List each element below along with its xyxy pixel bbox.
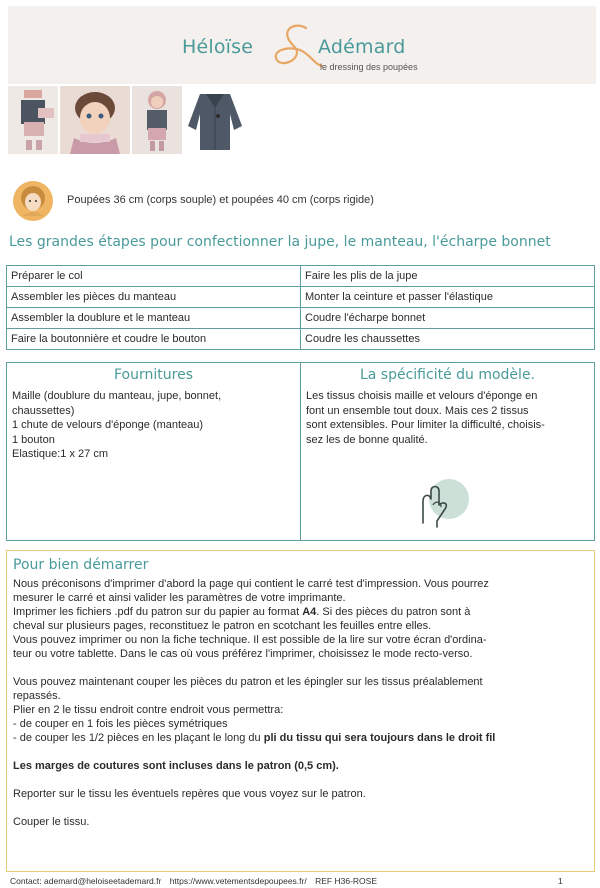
table-row: [7, 266, 595, 287]
footer-ref: REF H36-ROSE: [315, 876, 377, 886]
fournitures-title: Fournitures: [114, 367, 193, 383]
specificite-box: [300, 362, 595, 541]
fournitures-box: [6, 362, 301, 541]
logo-tagline: le dressing des poupées: [320, 62, 418, 72]
step-cell: Assembler les pièces du manteau: [7, 287, 301, 308]
paragraph-line: Plier en 2 le tissu endroit contre endroit vous permettra:: [13, 704, 284, 716]
doll-size-info: Poupées 36 cm (corps souple) et poupées 40 cm (corps rigide): [67, 194, 374, 206]
footer: [10, 876, 383, 886]
table-row: [7, 287, 595, 308]
paper-format: A4: [302, 606, 317, 618]
specificite-line: sez les de bonne qualité.: [306, 433, 428, 446]
fournitures-list: [7, 383, 300, 462]
fourniture-line: chaussettes): [12, 404, 75, 417]
paragraph-line: Vous pouvez maintenant couper les pièces du patron et les épingler sur les tissus préalablement: [13, 676, 483, 688]
step-cell: Coudre l'écharpe bonnet: [301, 308, 595, 329]
steps-section-title: Les grandes étapes pour confectionner la jupe, le manteau, l'écharpe bonnet: [9, 234, 551, 250]
steps-table: [6, 265, 595, 350]
paragraph-line: cheval sur plusieurs pages, reconstituez le patron en scotchant les feuilles entre elles.: [13, 620, 432, 632]
fourniture-line: Maille (doublure du manteau, jupe, bonnet,: [12, 390, 222, 402]
paragraph-line: mesurer le carré et ainsi valider les paramètres de votre imprimante.: [13, 592, 346, 604]
fold-emphasis: pli du tissu qui sera toujours dans le droit fil: [263, 732, 496, 744]
paragraph-line: repassés.: [13, 690, 61, 702]
footer-contact: Contact: ademard@heloiseetademard.fr: [10, 876, 162, 886]
photo-jacket: [184, 86, 246, 154]
fourniture-line: Elastique:1 x 27 cm: [12, 448, 108, 460]
header-banner: [8, 6, 596, 84]
step-cell: Faire les plis de la jupe: [301, 266, 595, 287]
photo-outfit-full: [8, 86, 58, 154]
step-cell: Monter la ceinture et passer l'élastique: [301, 287, 595, 308]
photo-doll-standing: [132, 86, 182, 154]
doll-face-icon: [12, 180, 54, 222]
table-row: [7, 329, 595, 350]
fourniture-line: 1 chute de velours d'éponge (manteau): [12, 419, 204, 431]
logo-text-ademard: Adémard: [318, 36, 406, 58]
paragraph-line: Nous préconisons d'imprimer d'abord la page qui contient le carré test d'impression. Vous pourrez: [13, 578, 489, 590]
logo-text-heloise: Héloïse: [182, 36, 254, 58]
step-cell: Préparer le col: [7, 266, 301, 287]
paragraph-line: Reporter sur le tissu les éventuels repères que vous voyez sur le patron.: [13, 788, 366, 800]
paragraph-line: - de couper en 1 fois les pièces symétriques: [13, 718, 228, 730]
seam-allowance-note: Les marges de coutures sont incluses dans le patron (0,5 cm).: [13, 760, 339, 772]
hand-circle-icon: [409, 471, 477, 529]
specificite-line: sont extensibles. Pour limiter la difficulté, choisis-: [306, 419, 545, 431]
specificite-text: [301, 383, 594, 447]
getting-started-title: Pour bien démarrer: [13, 557, 149, 573]
photo-doll-face: [60, 86, 130, 154]
paragraph-line: teur ou votre tablette. Dans le cas où vous préférez l'imprimer, choisissez le mode recto-verso.: [13, 648, 473, 660]
specificite-line: Les tissus choisis maille et velours d'éponge en: [306, 390, 538, 402]
footer-url: https://www.vetementsdepoupees.fr/: [169, 876, 307, 886]
paragraph-line: Imprimer les fichiers .pdf du patron sur du papier au format A4. Si des pièces du patron sont à: [13, 606, 471, 618]
getting-started-box: [6, 550, 595, 872]
getting-started-text: [13, 577, 589, 829]
fourniture-line: 1 bouton: [12, 433, 55, 446]
specificite-title: La spécificité du modèle.: [359, 367, 536, 383]
table-row: [7, 308, 595, 329]
step-cell: Faire la boutonnière et coudre le bouton: [7, 329, 301, 350]
step-cell: Assembler la doublure et le manteau: [7, 308, 301, 329]
paragraph-line: Couper le tissu.: [13, 816, 90, 828]
page-number: 1: [558, 876, 563, 886]
specificite-line: font un ensemble tout doux. Mais ces 2 tissus: [306, 404, 529, 417]
paragraph-line: - de couper les 1/2 pièces en les plaçant le long du pli du tissu qui sera toujours dans le droit fil: [13, 732, 496, 744]
step-cell: Coudre les chaussettes: [301, 329, 595, 350]
paragraph-line: Vous pouvez imprimer ou non la fiche technique. Il est possible de la lire sur votre écran d'ordina-: [13, 634, 487, 646]
